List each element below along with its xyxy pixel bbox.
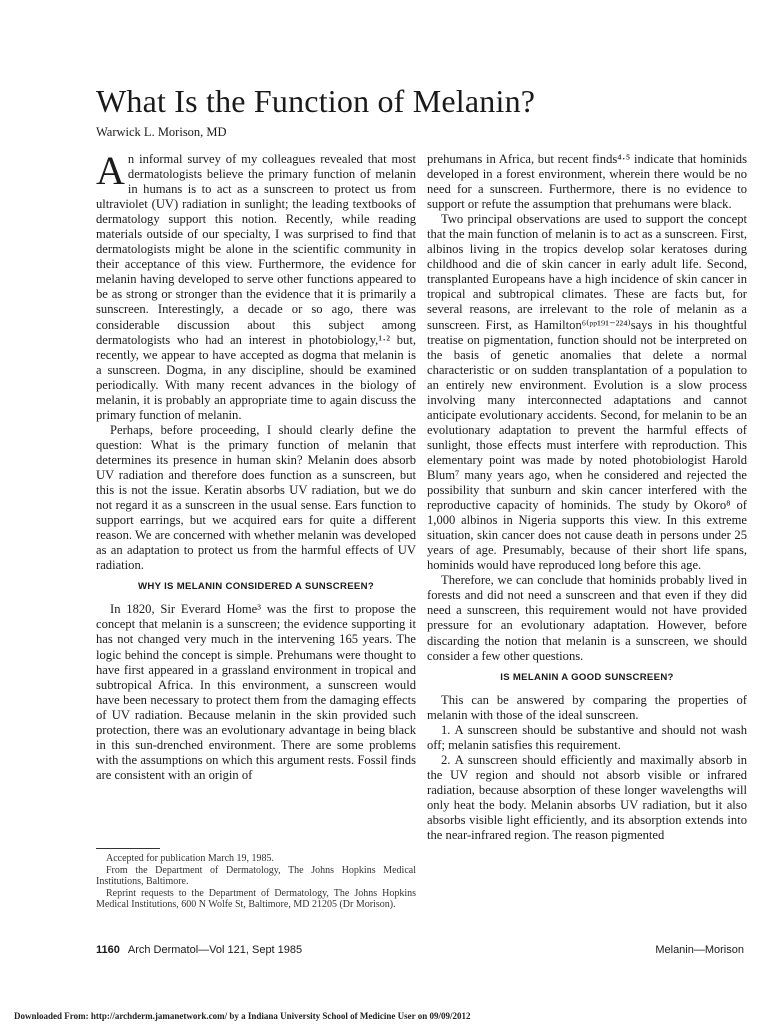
footnote-affiliation: From the Department of Dermatology, The Johns Hopkins Medical Institutions, Baltimore. (96, 864, 416, 888)
left-column (96, 148, 416, 783)
page-number: 1160 (96, 944, 120, 956)
right-column (427, 152, 747, 843)
intro-text: n informal survey of my colleagues revealed that most dermatologists believe the primary function of melanin in humans is to act as a sunscreen to protect us from ultraviolet (UV) radiation in sunlight; the leading textbooks of dermatology support this notion. Recently, while reading materials outside of our specialty, I was surprised to find that dermatologists might be alone in the scientific community in their acceptance of this view. Furthermore, the evidence for melanin having developed to serve other functions appeared to be as strong or stronger than the evidence that it is primarily a sunscreen. Interestingly, a decade or so ago, there was considerable discussion about this subject among dermatologists who had an interest in photobiology,¹·² but, recently, we appear to have accepted as dogma that melanin is a sunscreen. Dogma, in any discipline, should be examined periodically. With many recent advances in the biology of melanin, it is probably an appropriate time to again discuss the primary function of melanin. (96, 152, 416, 422)
paragraph: In 1820, Sir Everard Home³ was the first to propose the concept that melanin is a sunscreen; the evidence supporting it has not changed very much in the intervening 165 years. The logic behind the concept is simple. Prehumans were thought to have first appeared in a grassland environment in tropical and subtropical Africa. In this environment, a sunscreen would have been necessary to protect them from the damaging effects of UV radiation. Because melanin in the skin provided such protection, there was an evolutionary advantage in being black in this sun-drenched environment. There are some problems with the assumptions on which this argument rests. Fossil finds are consistent with an origin of (96, 602, 416, 782)
list-item: 1. A sunscreen should be substantive and should not wash off; melanin satisfies this requirement. (427, 722, 747, 752)
paragraph: Therefore, we can conclude that hominids probably lived in forests and did not need a sunscreen and that even if they did need a sunscreen, this requirement would not have provided pressure for an evolutionary adaptation. However, before discarding the notion that melanin is a sunscreen, we should consider a few other questions. (427, 573, 747, 663)
paragraph: prehumans in Africa, but recent finds⁴·⁵ indicate that hominids developed in a forest environment, wherein there would be no need for a sunscreen. Furthermore, there is no evidence to support or refute the assumption that prehumans were black. (427, 152, 747, 212)
running-head: Melanin—Morison (655, 944, 744, 956)
journal-citation: Arch Dermatol—Vol 121, Sept 1985 (127, 944, 303, 956)
footnote-reprint: Reprint requests to the Department of Dermatology, The Johns Hopkins Medical Institutions, 600 N Wolfe St, Baltimore, MD 21205 (Dr Morison). (96, 887, 416, 911)
page-footer-left (96, 944, 302, 956)
intro-paragraph (96, 148, 416, 423)
paragraph: This can be answered by comparing the properties of melanin with those of the ideal sunscreen. (427, 692, 747, 722)
drop-cap: A (96, 148, 125, 193)
list-item: 2. A sunscreen should efficiently and maximally absorb in the UV region and should not absorb visible or infrared radiation, because absorption of these longer wavelengths will only heat the body. Melanin absorbs UV radiation, but it also absorbs visible light efficiently, and its absorption extends into the near-infrared region. The reason pigmented (427, 752, 747, 843)
section-heading: IS MELANIN A GOOD SUNSCREEN? (500, 671, 674, 683)
paragraph: Two principal observations are used to support the concept that the main function of melanin is to act as a sunscreen. First, albinos living in the tropics develop solar keratoses during childhood and die of skin cancer in early adult life. Second, transplanted Europeans have a high incidence of skin cancer in tropical and subtropical climates. These are facts but, for several reasons, are irrelevant to the role of melanin as a sunscreen. First, as Hamilton⁶⁽ᵖᵖ¹⁹¹⁻²²⁴⁾says in his thoughtful treatise on pigmentation, function should not be interpreted on the basis of genetic anomalies that delete a normal characteristic or on sudden transplantation of a population to an entirely new environment. Evolution is a slow process involving many interconnected adaptations and cannot anticipate evolutionary accidents. Second, for melanin to be an evolutionary adaptation to prevent the harmful effects of sunlight, those effects must interfere with reproduction. This elementary point was made by noted photobiologist Harold Blum⁷ many years ago, when he considered and rejected the possibility that sunburn and skin cancer interfered with the reproductive capacity of hominids. The study by Okoro⁸ of 1,000 albinos in Nigeria supports this view. In this extreme situation, skin cancer does not cause death in persons under 25 years of age. Presumably, because of their short life spans, hominids would have reproduced long before this age. (427, 212, 747, 573)
footnote-accepted: Accepted for publication March 19, 1985. (106, 853, 275, 864)
footnotes (96, 853, 416, 911)
paragraph: Perhaps, before proceeding, I should clearly define the question: What is the primary function of melanin that determines its presence in human skin? Melanin does absorb UV radiation and therefore does function as a sunscreen, but this is not the issue. Keratin absorbs UV radiation, but we do not regard it as a sunscreen in the usual sense. Ears function to support earrings, but we acquired ears for quite a different reason. We are concerned with whether melanin was developed as an adaptation to protect us from the harmful effects of UV radiation. (96, 422, 416, 573)
download-notice: Downloaded From: http://archderm.jamanetwork.com/ by a Indiana University School of Medicine User on 09/09/2012 (14, 1011, 471, 1021)
article-title: What Is the Function of Melanin? (96, 83, 536, 119)
article-author: Warwick L. Morison, MD (96, 125, 227, 139)
section-heading: WHY IS MELANIN CONSIDERED A SUNSCREEN? (138, 581, 374, 593)
footnote-divider (96, 848, 160, 849)
